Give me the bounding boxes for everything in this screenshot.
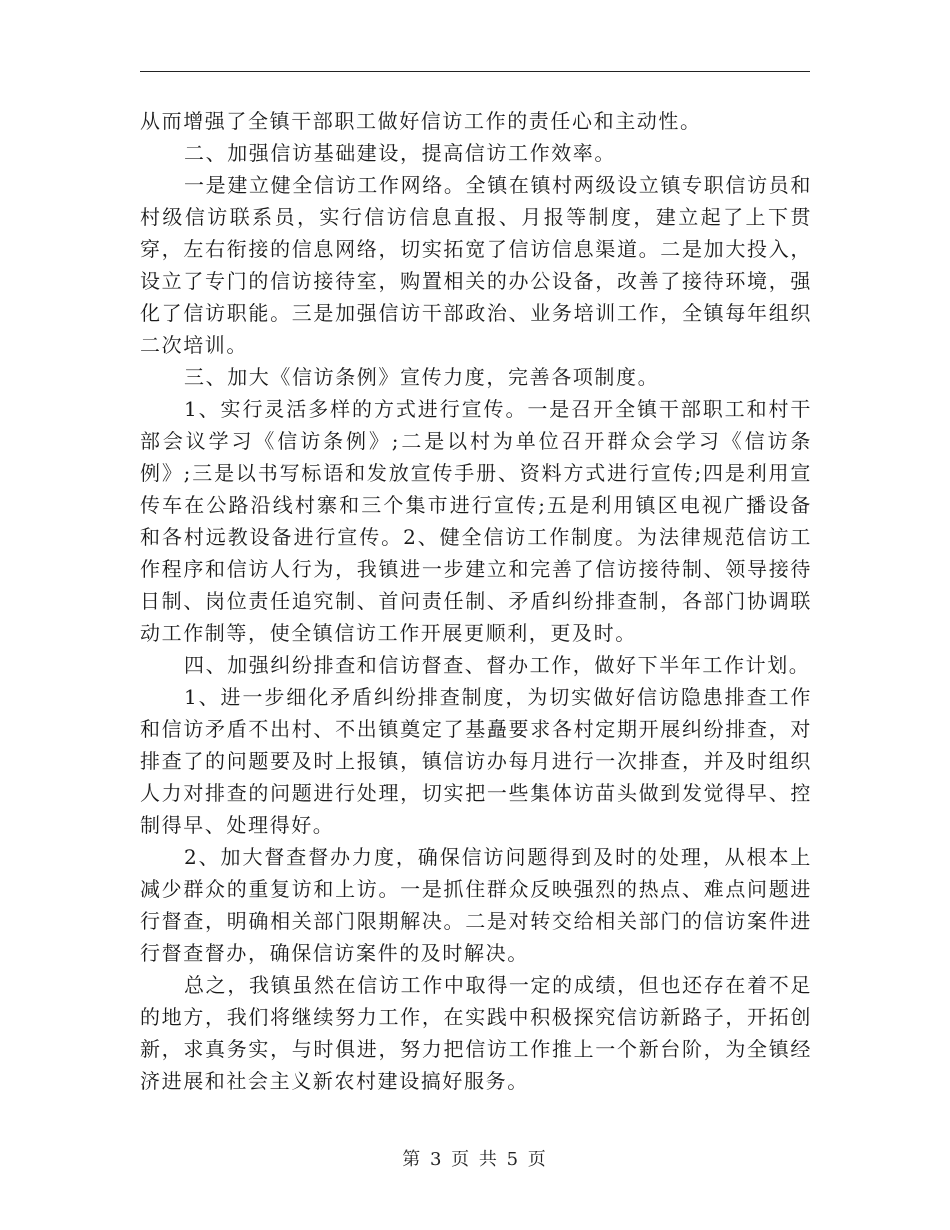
section-heading-4: 四、加强纠纷排查和信访督查、督办工作，做好下半年工作计划。	[184, 653, 811, 677]
paragraph-dispute-screening: 1、进一步细化矛盾纠纷排查制度，为切实做好信访隐患排查工作和信访矛盾不出村、不出镇奠定了基矗要求各村定期开展纠纷排查，对排查了的问题要及时上报镇，镇信访办每月进行一次排查，并及时组织人力对排查的问题进行处理，切实把一些集体访苗头做到发觉得早、控制得早、处理得好。	[140, 685, 812, 837]
header-rule	[140, 71, 810, 72]
section-heading-2: 二、加强信访基础建设，提高信访工作效率。	[184, 141, 616, 165]
paragraph-network: 一是建立健全信访工作网络。全镇在镇村两级设立镇专职信访员和村级信访联系员，实行信访信息直报、月报等制度，建立起了上下贯穿，左右衔接的信息网络，切实拓宽了信访信息渠道。二是加大投入，设立了专门的信访接待室，购置相关的办公设备，改善了接待环境，强化了信访职能。三是加强信访干部政治、业务培训工作，全镇每年组织二次培训。	[140, 173, 812, 357]
section-heading-3: 三、加大《信访条例》宣传力度，完善各项制度。	[184, 365, 660, 389]
paragraph-conclusion: 总之，我镇虽然在信访工作中取得一定的成绩，但也还存在着不足的地方，我们将继续努力工作，在实践中积极探究信访新路子，开拓创新，求真务实，与时俱进，努力把信访工作推上一个新台阶，为全镇经济进展和社会主义新农村建设搞好服务。	[140, 973, 812, 1093]
paragraph-publicity: 1、实行灵活多样的方式进行宣传。一是召开全镇干部职工和村干部会议学习《信访条例》;二是以村为单位召开群众会学习《信访条例》;三是以书写标语和发放宣传手册、资料方式进行宣传;四是利用宣传车在公路沿线村寨和三个集市进行宣传;五是利用镇区电视广播设备和各村远教设备进行宣传。2、健全信访工作制度。为法律规范信访工作程序和信访人行为，我镇进一步建立和完善了信访接待制、领导接待日制、岗位责任追究制、首问责任制、矛盾纠纷排查制，各部门协调联动工作制等，使全镇信访工作开展更顺利，更及时。	[140, 397, 812, 645]
document-body	[140, 105, 812, 1097]
paragraph-supervision: 2、加大督查督办力度，确保信访问题得到及时的处理，从根本上减少群众的重复访和上访。一是抓住群众反映强烈的热点、难点问题进行督查，明确相关部门限期解决。二是对转交给相关部门的信访案件进行督查督办，确保信访案件的及时解决。	[140, 845, 812, 965]
paragraph-continuation: 从而增强了全镇干部职工做好信访工作的责任心和主动性。	[140, 109, 702, 133]
page-number: 第 3 页 共 5 页	[402, 1149, 548, 1170]
